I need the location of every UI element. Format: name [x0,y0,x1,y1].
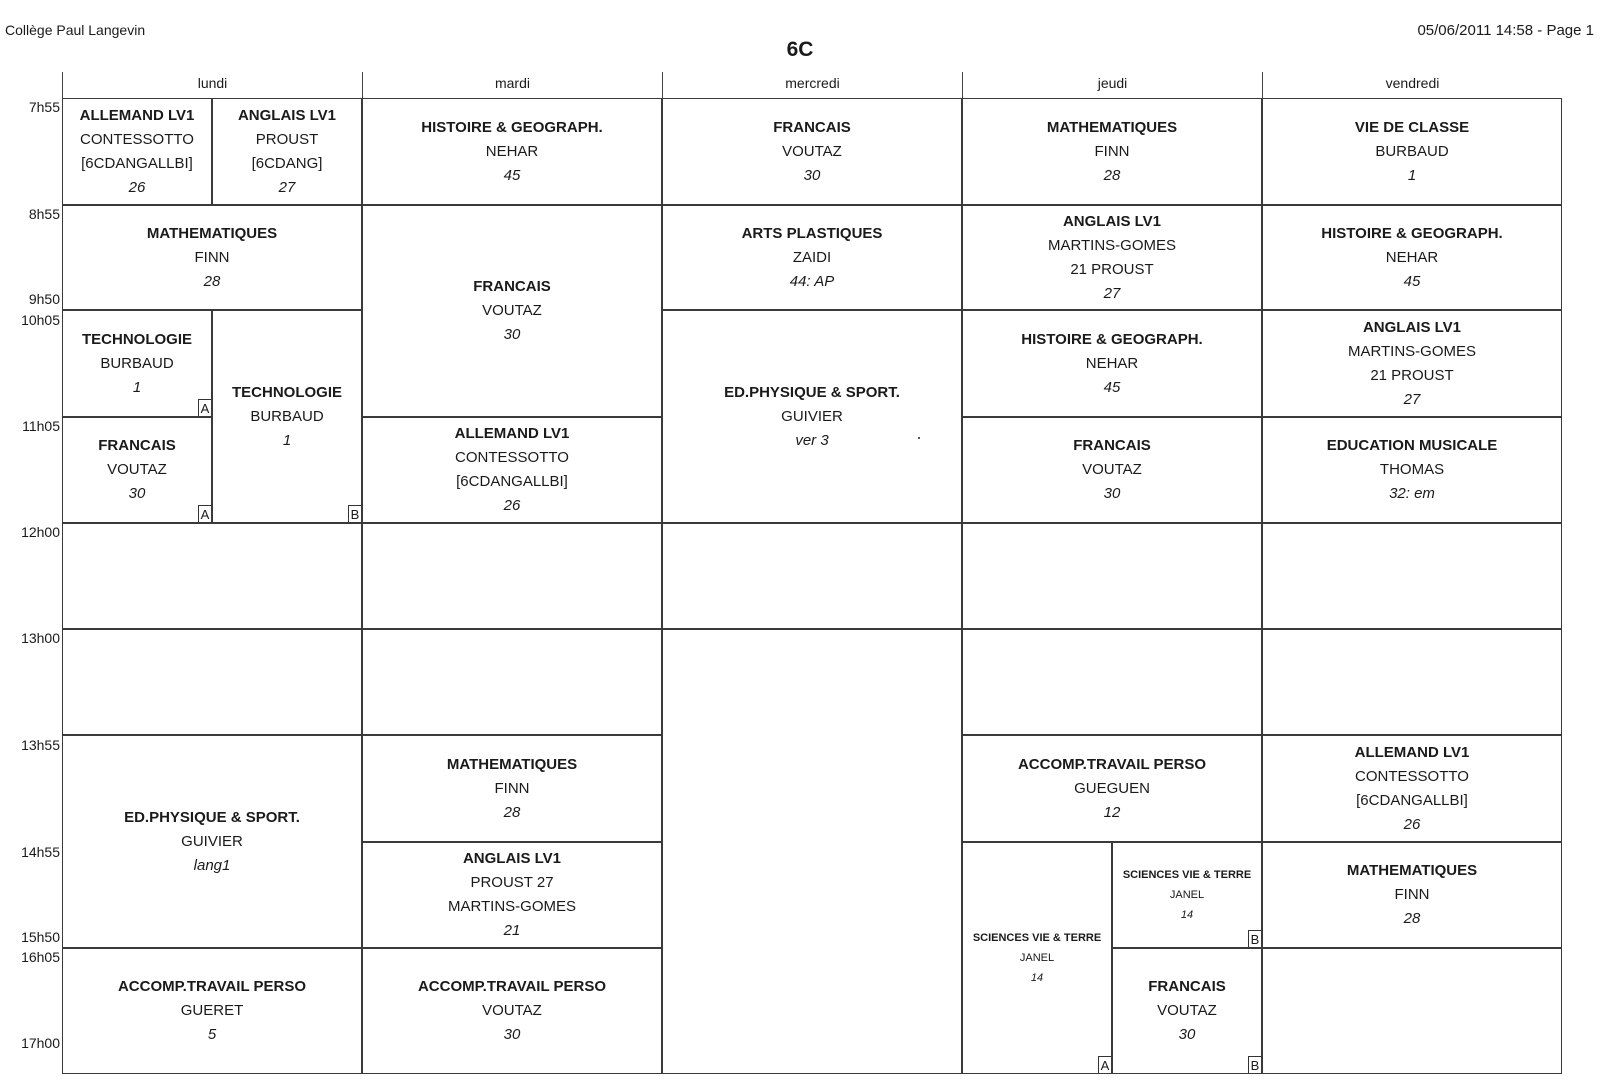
course-teacher: VOUTAZ [107,461,167,478]
course-room: 32: em [1389,485,1435,502]
course-teacher: FINN [1394,886,1430,903]
course-room: 45 [1103,378,1121,396]
course-room: 5 [207,1026,217,1043]
course-subject: EDUCATION MUSICALE [1326,437,1498,454]
week-group-badge: A [198,505,211,522]
course-room: lang1 [193,856,231,874]
course-subject: ALLEMAND LV1 [79,106,195,124]
course-subject: FRANCAIS [773,118,851,136]
empty-slot [662,629,962,1074]
course-cell[interactable] [962,735,1262,842]
course-cell[interactable] [362,948,662,1074]
course-group: 21 PROUST [1070,260,1154,278]
course-subject: TECHNOLOGIE [81,330,192,348]
class-title: 6C [786,38,814,61]
course-teacher: JANEL [1019,952,1055,964]
course-room: 30 [503,326,521,343]
course-room: 26 [1403,815,1421,833]
course-group: [6CDANGALLBI] [1356,791,1468,809]
course-teacher: FINN [194,248,230,266]
course-cell[interactable] [362,417,662,523]
course-room: 1 [282,431,292,449]
course-cell[interactable] [62,98,212,205]
course-room: 26 [503,497,521,514]
course-subject: ANGLAIS LV1 [1362,318,1462,336]
time-label: 12h00 [21,524,60,540]
course-teacher: GUIVIER [181,832,243,850]
course-teacher: JANEL [1169,889,1205,901]
course-room: 27 [278,178,296,196]
course-group: [6CDANG] [251,154,323,172]
school-name: Collège Paul Langevin [5,22,146,38]
course-room: ver 3 [795,431,829,449]
course-group: 21 PROUST [1370,366,1454,384]
course-subject: ALLEMAND LV1 [1354,743,1470,761]
empty-slot [662,523,962,629]
course-subject: ALLEMAND LV1 [454,425,570,442]
empty-slot [62,629,362,735]
week-group-badge: A [198,399,211,416]
course-group: [6CDANGALLBI] [456,473,568,490]
course-room: 28 [503,803,521,821]
course-subject: ACCOMP.TRAVAIL PERSO [417,978,607,995]
course-room: 28 [1403,910,1421,927]
course-teacher: BURBAUD [250,407,324,425]
time-label: 10h05 [21,312,60,328]
empty-slot [1262,948,1562,1074]
course-cell[interactable] [62,735,362,948]
course-subject: ACCOMP.TRAVAIL PERSO [117,978,307,995]
course-room: 12 [1103,803,1121,821]
course-group: [6CDANGALLBI] [81,154,193,172]
course-subject: MATHEMATIQUES [1046,118,1178,136]
time-label: 14h55 [21,844,60,860]
course-subject: FRANCAIS [1073,437,1151,454]
course-room: 30 [503,1026,521,1043]
course-cell[interactable] [662,98,962,205]
course-teacher: PROUST [255,130,319,148]
course-teacher: GUEGUEN [1074,779,1150,797]
course-room: 28 [203,272,221,290]
course-subject: ED.PHYSIQUE & SPORT. [724,383,900,401]
course-room: 44: AP [789,272,835,290]
course-subject: SCIENCES VIE & TERRE [1122,869,1252,881]
course-room: 27 [1403,390,1421,408]
course-room: 14 [1030,972,1044,984]
empty-slot [962,629,1262,735]
course-room: 1 [1407,166,1417,184]
course-subject: ANGLAIS LV1 [237,106,337,124]
course-room: 30 [1103,485,1121,502]
course-room: 30 [1178,1026,1196,1043]
week-group-badge: B [1248,1056,1261,1073]
course-group: MARTINS-GOMES [447,898,577,915]
course-cell[interactable] [1262,205,1562,310]
week-group-badge: A [1098,1056,1111,1073]
course-cell[interactable] [962,842,1112,1074]
course-teacher: BURBAUD [100,354,174,372]
print-date-page: 05/06/2011 14:58 - Page 1 [1417,22,1594,39]
course-subject: ACCOMP.TRAVAIL PERSO [1017,755,1207,773]
day-header-lundi: lundi [62,72,362,98]
course-cell[interactable] [1112,948,1262,1074]
time-label: 17h00 [21,1035,60,1051]
course-teacher: VOUTAZ [1082,461,1142,478]
course-teacher: NEHAR [1085,354,1139,372]
time-label: 16h05 [21,949,60,965]
course-cell[interactable] [62,310,212,417]
day-header-mardi: mardi [362,72,662,98]
course-cell[interactable] [212,310,362,523]
course-subject: SCIENCES VIE & TERRE [972,932,1102,944]
course-room: 14 [1180,909,1194,921]
course-cell[interactable] [62,417,212,523]
course-cell[interactable] [62,205,362,310]
empty-slot [362,523,662,629]
course-cell[interactable] [1262,417,1562,523]
course-teacher: VOUTAZ [782,142,842,160]
course-subject: ARTS PLASTIQUES [741,224,883,242]
time-label: 8h55 [28,206,60,222]
course-cell[interactable] [962,205,1262,310]
course-teacher: VOUTAZ [482,1002,542,1019]
course-teacher: GUIVIER [781,407,843,425]
course-teacher: CONTESSOTTO [455,449,569,466]
course-room: 28 [1103,166,1121,184]
time-label: 13h00 [21,630,60,646]
course-teacher: MARTINS-GOMES [1047,236,1177,254]
course-subject: ANGLAIS LV1 [1062,212,1162,230]
time-label: 15h50 [21,929,60,945]
course-cell[interactable] [962,98,1262,205]
course-room: 1 [132,378,142,396]
course-teacher: BURBAUD [1375,142,1449,160]
empty-slot [62,523,362,629]
week-group-badge: B [348,505,361,522]
scan-mark [918,437,920,439]
day-header-mercredi: mercredi [662,72,962,98]
course-teacher: THOMAS [1379,461,1445,478]
course-cell[interactable] [362,98,662,205]
course-subject: FRANCAIS [473,278,551,295]
course-subject: MATHEMATIQUES [146,224,278,242]
empty-slot [962,523,1262,629]
course-cell[interactable] [962,310,1262,417]
empty-slot [362,629,662,735]
course-cell[interactable] [362,735,662,842]
empty-slot [1262,523,1562,629]
course-room: 45 [503,166,521,184]
course-cell[interactable] [1262,310,1562,417]
course-room: 26 [128,178,146,196]
course-room: 21 [503,922,521,939]
course-teacher: FINN [494,779,530,797]
course-cell[interactable] [362,205,662,417]
course-teacher: GUERET [180,1002,244,1019]
course-subject: ANGLAIS LV1 [462,850,562,867]
course-cell[interactable] [962,417,1262,523]
course-room: 30 [128,485,146,502]
course-teacher: VOUTAZ [482,302,542,319]
course-subject: FRANCAIS [1148,978,1226,995]
week-group-badge: B [1248,930,1261,947]
time-label: 11h05 [22,418,60,434]
day-header-jeudi: jeudi [962,72,1262,98]
course-cell[interactable] [662,310,962,523]
course-subject: TECHNOLOGIE [231,383,342,401]
course-subject: FRANCAIS [98,437,176,454]
course-teacher: NEHAR [485,142,539,160]
course-subject: MATHEMATIQUES [1346,862,1478,879]
day-header-vendredi: vendredi [1262,72,1562,98]
course-subject: HISTOIRE & GEOGRAPH. [1321,224,1503,242]
course-subject: HISTOIRE & GEOGRAPH. [1021,330,1203,348]
course-room: 30 [803,166,821,184]
timetable-grid [62,72,1592,1075]
course-subject: ED.PHYSIQUE & SPORT. [124,808,300,826]
course-teacher: ZAIDI [792,248,832,266]
course-cell[interactable] [1262,842,1562,948]
course-cell[interactable] [662,205,962,310]
empty-slot [1262,629,1562,735]
course-cell[interactable] [1112,842,1262,948]
course-cell[interactable] [362,842,662,948]
time-label: 7h55 [28,99,60,115]
time-label: 13h55 [21,737,60,753]
course-room: 45 [1403,272,1421,290]
time-label: 9h50 [28,291,60,307]
course-teacher: MARTINS-GOMES [1347,342,1477,360]
course-teacher: PROUST 27 [470,874,554,891]
course-cell[interactable] [1262,735,1562,842]
course-subject: HISTOIRE & GEOGRAPH. [421,118,603,136]
course-subject: MATHEMATIQUES [446,755,578,773]
course-teacher: NEHAR [1385,248,1439,266]
course-cell[interactable] [212,98,362,205]
course-cell[interactable] [62,948,362,1074]
course-teacher: CONTESSOTTO [80,130,194,148]
course-subject: VIE DE CLASSE [1354,118,1470,136]
course-teacher: CONTESSOTTO [1355,767,1469,785]
course-teacher: FINN [1094,142,1130,160]
course-cell[interactable] [1262,98,1562,205]
course-room: 27 [1103,284,1121,302]
course-teacher: VOUTAZ [1157,1002,1217,1019]
